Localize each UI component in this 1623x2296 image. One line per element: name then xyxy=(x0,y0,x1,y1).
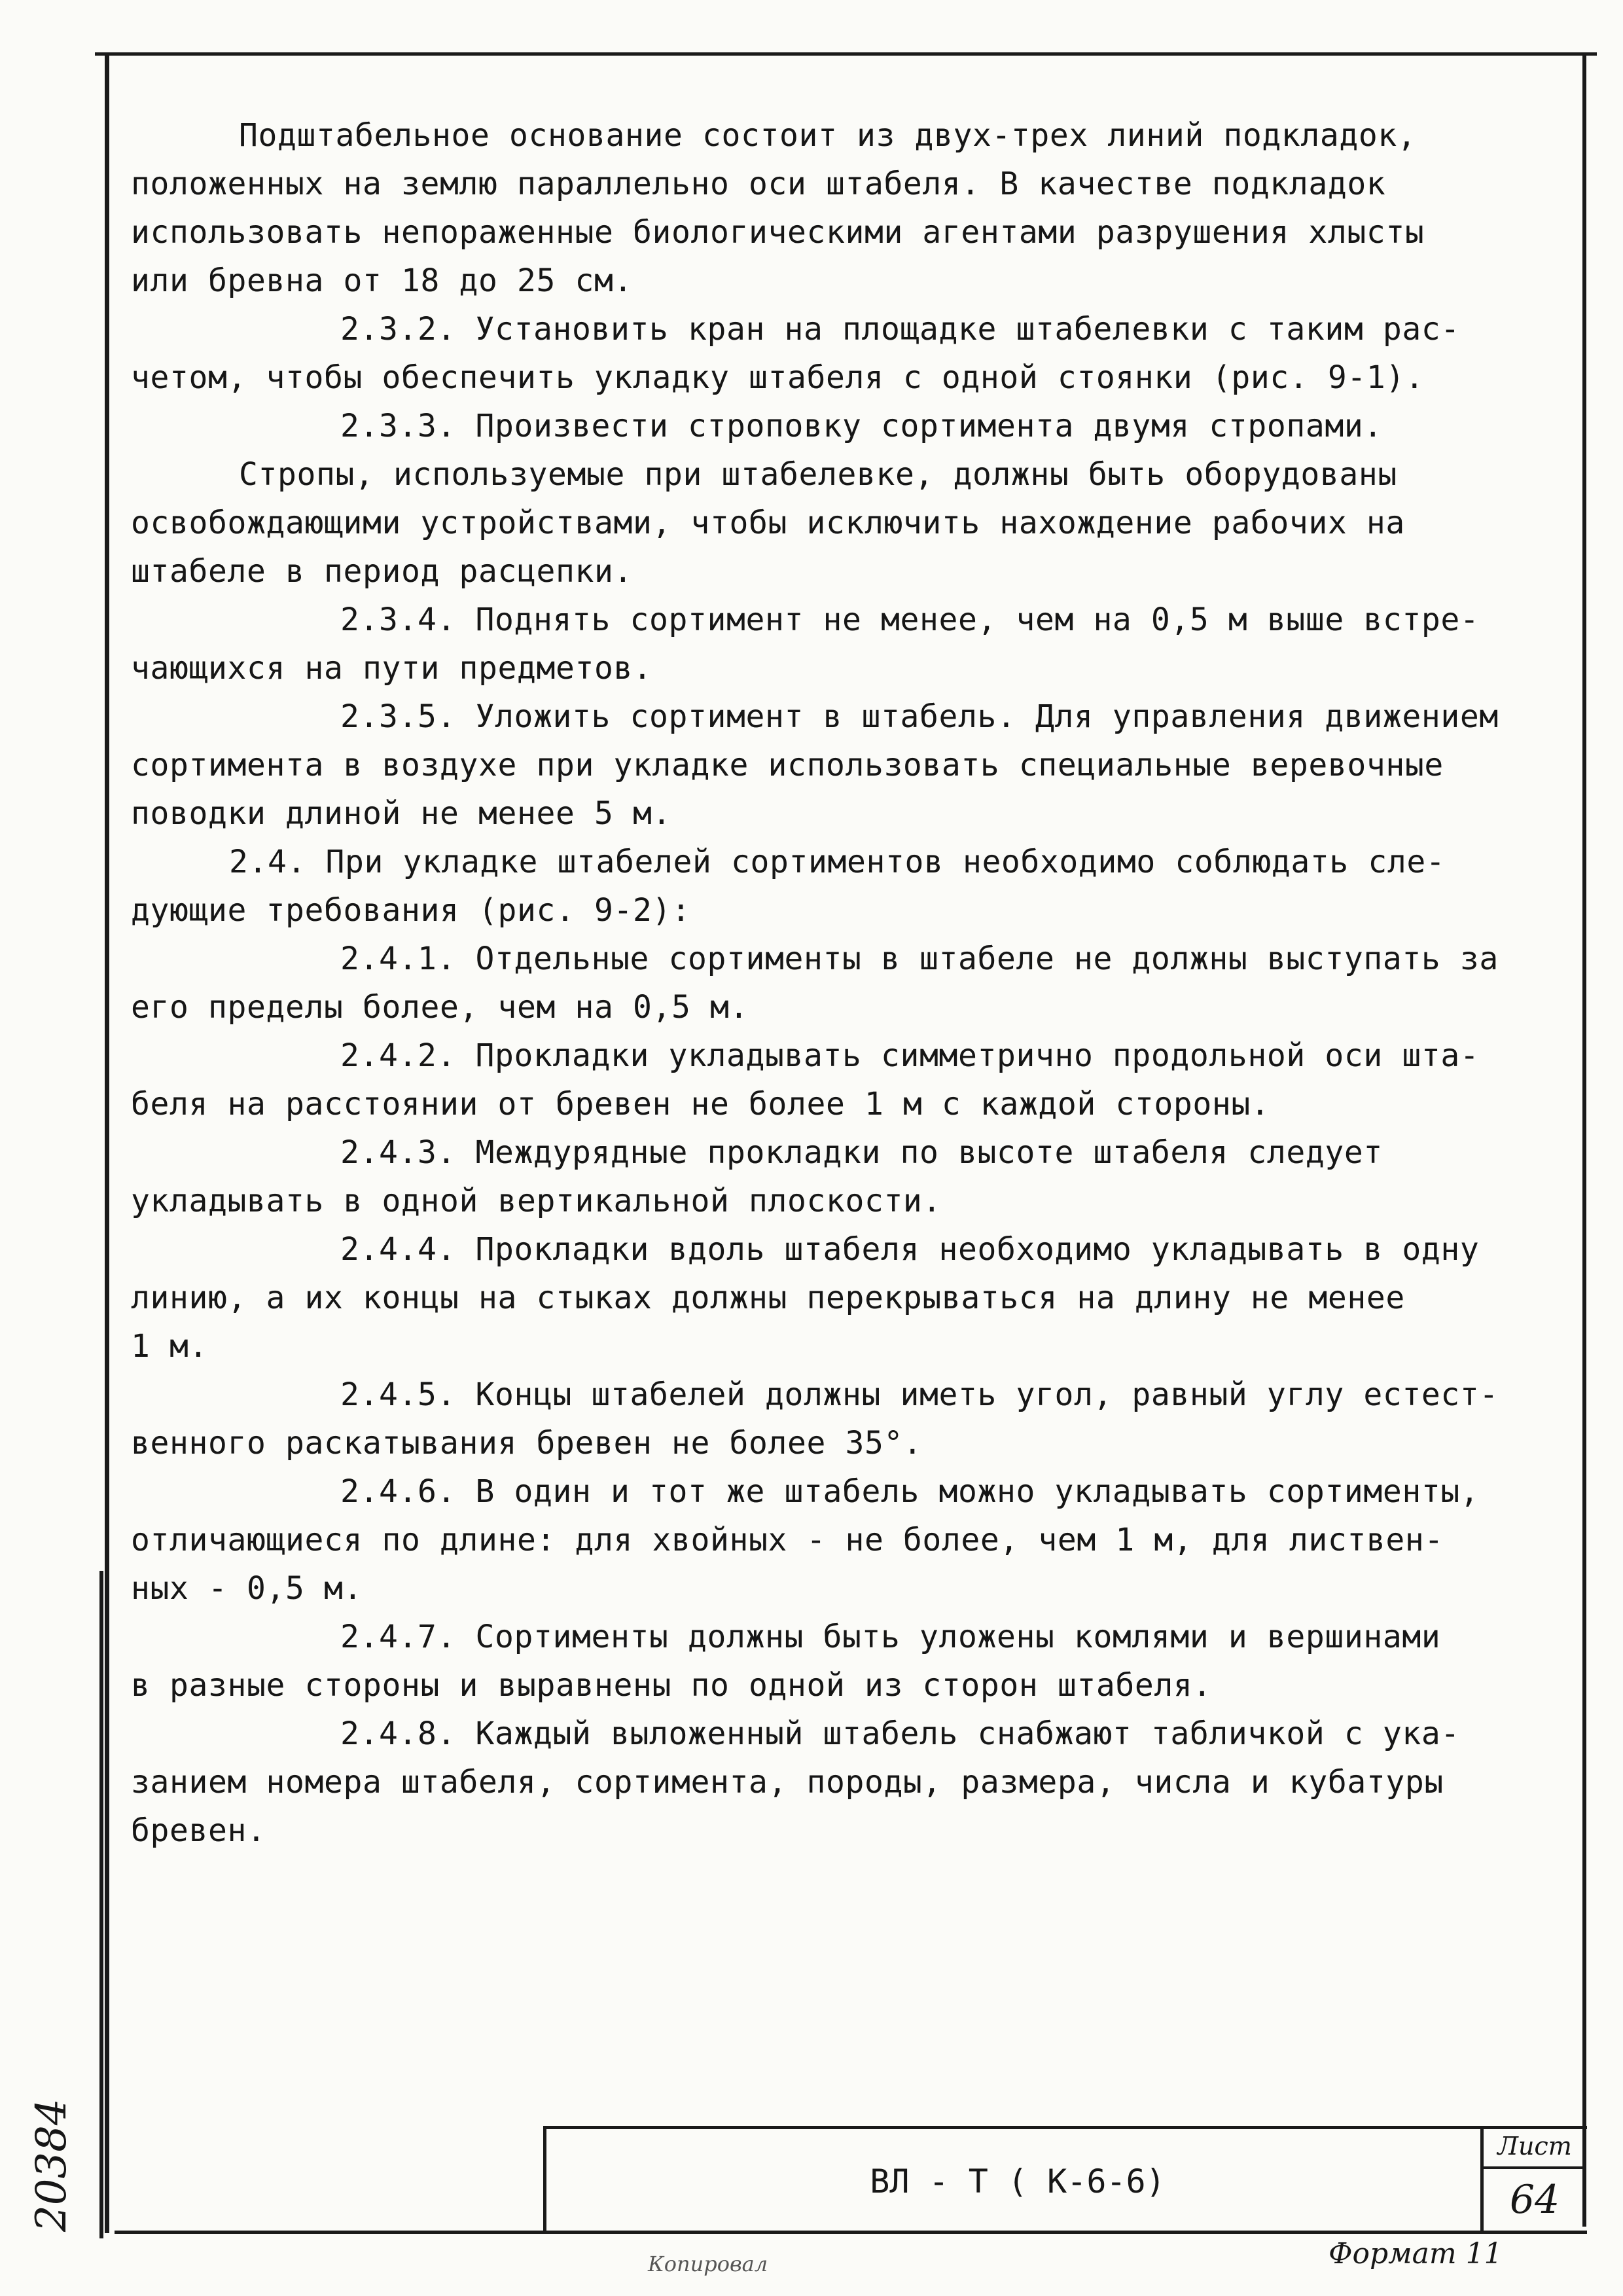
text-line: беля на расстоянии от бревен не более 1 м с каждой стороны. xyxy=(131,1086,1270,1122)
text-line: Стропы, используемые при штабелевке, должны быть оборудованы xyxy=(239,456,1397,493)
text-line: освобождающими устройствами, чтобы исключить нахождение рабочих на xyxy=(131,505,1405,541)
text-line: 2.4.7. Сортименты должны быть уложены комлями и вершинами xyxy=(340,1619,1441,1655)
text-line: поводки длиной не менее 5 м. xyxy=(131,795,671,832)
text-line: его пределы более, чем на 0,5 м. xyxy=(131,989,749,1026)
margin-divider xyxy=(99,1571,103,2238)
text-line: дующие требования (рис. 9-2): xyxy=(131,892,691,929)
copied-by-label: Копировал xyxy=(648,2251,768,2276)
text-line: занием номера штабеля, сортимента, породы, размера, числа и кубатуры xyxy=(131,1764,1444,1801)
frame-right-border xyxy=(1582,54,1586,2227)
text-line: линию, а их концы на стыках должны перекрываться на длину не менее xyxy=(131,1280,1405,1316)
text-line: 2.3.2. Установить кран на площадке штабелевки с таким рас- xyxy=(340,311,1460,348)
text-line: ных - 0,5 м. xyxy=(131,1570,363,1607)
text-line: чающихся на пути предметов. xyxy=(131,650,652,687)
title-block-stamp xyxy=(543,2126,1587,2234)
inventory-number: 20384 xyxy=(27,2098,76,2232)
text-line: венного раскатывания бревен не более 35°. xyxy=(131,1425,923,1462)
text-line: 2.4.3. Междурядные прокладки по высоте штабеля следует xyxy=(340,1134,1383,1171)
format-label: Формат 11 xyxy=(1329,2237,1503,2270)
document-code: ВЛ - Т ( К-6-6) xyxy=(870,2162,1166,2200)
text-line: 2.4.5. Концы штабелей должны иметь угол, равный углу естест- xyxy=(340,1376,1499,1413)
document-body-text xyxy=(131,111,1571,1855)
text-line: 2.4.4. Прокладки вдоль штабеля необходимо укладывать в одну xyxy=(340,1231,1480,1268)
frame-top-border xyxy=(95,52,1597,56)
text-line: 1 м. xyxy=(131,1328,208,1365)
text-line: укладывать в одной вертикальной плоскости. xyxy=(131,1183,942,1219)
text-line: 2.3.4. Поднять сортимент не менее, чем на 0,5 м выше встре- xyxy=(340,601,1480,638)
text-line: 2.3.3. Произвести строповку сортимента двумя стропами. xyxy=(340,408,1383,444)
text-line: использовать непораженные биологическими агентами разрушения хлысты xyxy=(131,214,1425,251)
frame-left-border xyxy=(105,54,109,2233)
text-line: 2.4.8. Каждый выложенный штабель снабжают табличкой с ука- xyxy=(340,1715,1460,1752)
text-line: 2.4.6. В один и тот же штабель можно укладывать сортименты, xyxy=(340,1473,1480,1510)
text-line: 2.3.5. Уложить сортимент в штабель. Для управления движением xyxy=(340,698,1499,735)
text-line: 2.4.2. Прокладки укладывать симметрично продольной оси шта- xyxy=(340,1037,1480,1074)
text-line: 2.4.1. Отдельные сортименты в штабеле не должны выступать за xyxy=(340,941,1499,977)
sheet-label: Лист xyxy=(1484,2126,1586,2169)
sheet-number: 64 xyxy=(1509,2177,1560,2223)
left-margin-strip xyxy=(26,1571,105,2238)
text-line: штабеле в период расцепки. xyxy=(131,553,633,590)
text-line: или бревна от 18 до 25 см. xyxy=(131,262,633,299)
text-line: в разные стороны и выравнены по одной из сторон штабеля. xyxy=(131,1667,1212,1704)
text-line: четом, чтобы обеспечить укладку штабеля с одной стоянки (рис. 9-1). xyxy=(131,359,1425,396)
text-line: Подштабельное основание состоит из двух-трех линий подкладок, xyxy=(239,117,1417,154)
text-line: бревен. xyxy=(131,1812,266,1849)
sheet-number-cell xyxy=(1480,2126,1586,2231)
text-line: 2.4. При укладке штабелей сортиментов необходимо соблюдать сле- xyxy=(229,844,1446,880)
text-line: сортимента в воздухе при укладке использовать специальные веревочные xyxy=(131,747,1444,783)
text-line: отличающиеся по длине: для хвойных - не более, чем 1 м, для листвен- xyxy=(131,1522,1444,1558)
text-line: положенных на землю параллельно оси штабеля. В качестве подкладок xyxy=(131,166,1386,202)
